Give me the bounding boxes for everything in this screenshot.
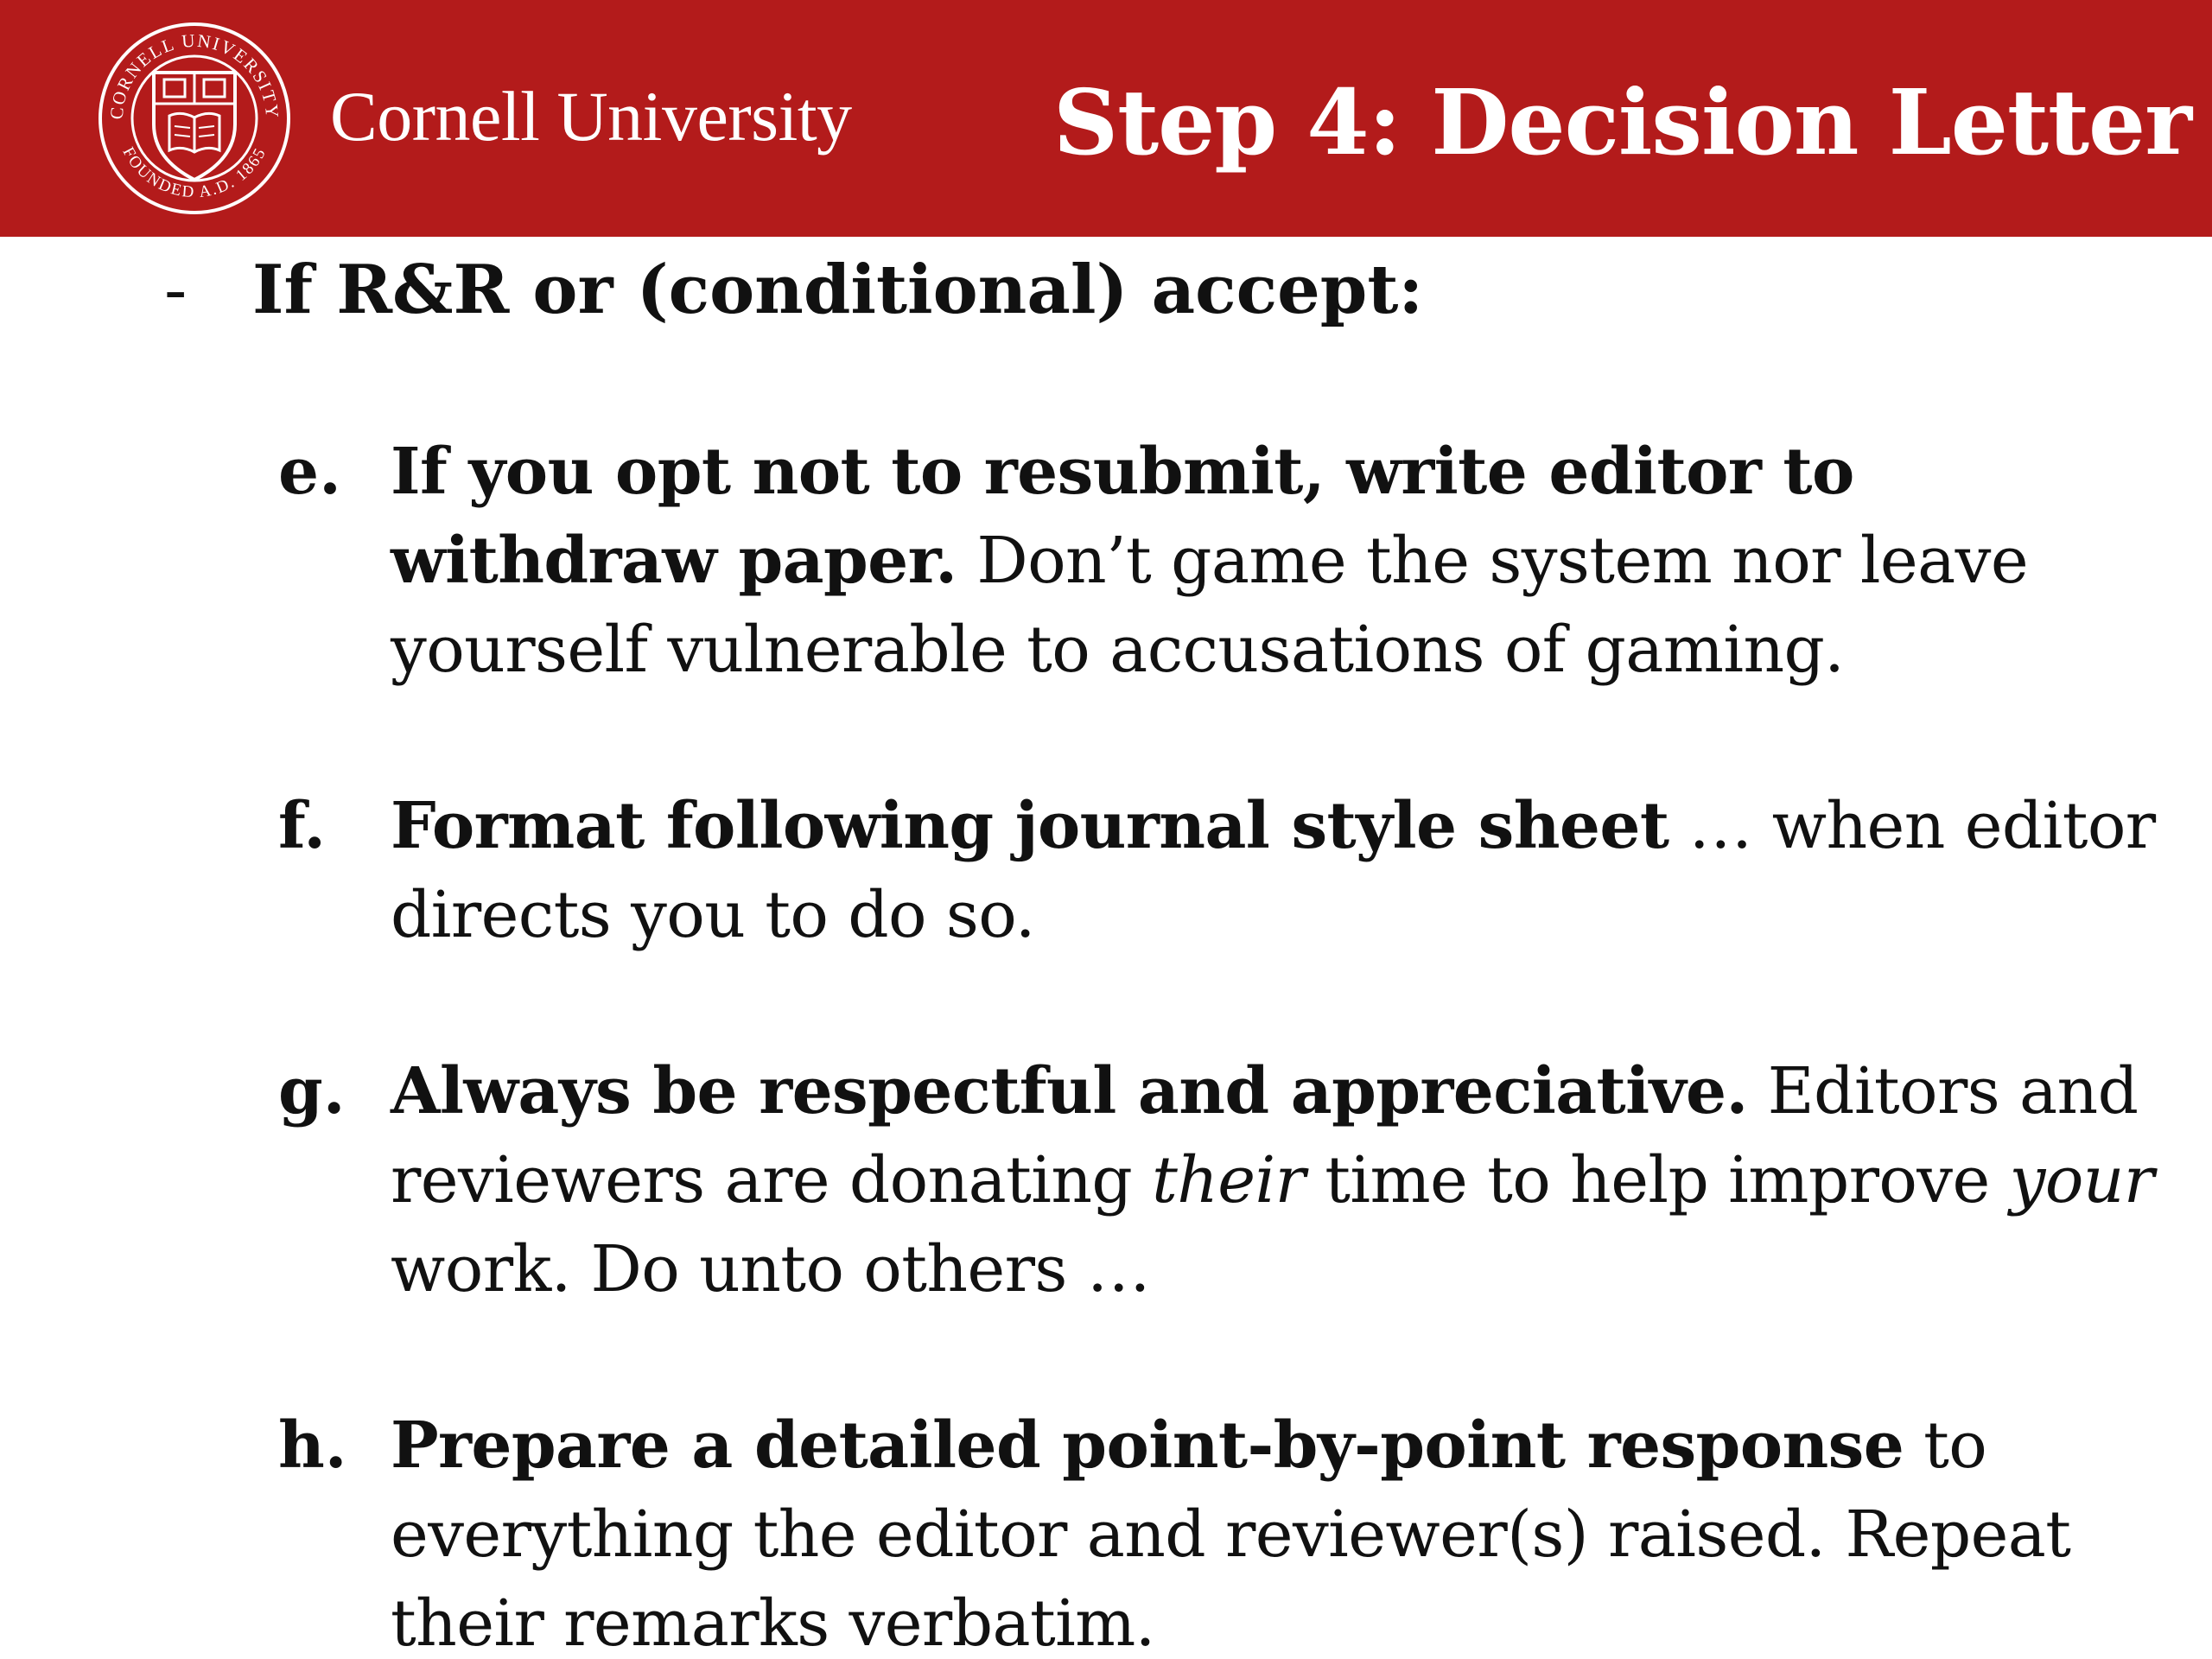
list-item-h [278,1402,2188,1659]
item-letter: h. [278,1408,347,1483]
item-bold-text: Format following journal style sheet [391,789,1669,863]
item-letter: g. [278,1054,346,1128]
seal-icon [97,21,292,216]
slide-title: Step 4: Decision Letter [1053,69,2191,175]
university-name: Cornell University [330,77,852,156]
item-text [391,1047,2188,1314]
bullet-dash: - [164,251,188,329]
item-letter: f. [278,789,326,863]
item-italic-text: their [1152,1143,1306,1217]
item-italic-text: your [2009,1143,2154,1217]
svg-text:CORNELL UNIVERSITY: CORNELL UNIVERSITY [105,29,283,121]
item-plain-text: work. Do unto others … [391,1232,1151,1306]
cornell-seal-logo [97,21,292,216]
slide-header [0,0,2212,237]
item-plain-text: … when editor directs you to do so. [391,789,2156,952]
item-bold-text: Always be respectful and appreciative. [391,1054,1748,1128]
item-text [391,782,2188,960]
item-bold-text: Prepare a detailed point-by-point response [391,1408,1904,1483]
item-plain-text: Don’t game the system nor leave yourself vulnerable to accusations of gaming. [391,524,2029,687]
item-plain-text: Editors and reviewers are donating [391,1054,2139,1217]
item-letter: e. [278,435,341,509]
list-item-f [278,782,2188,960]
item-plain-text: time to help improve [1305,1143,2010,1217]
list-item-g [278,1047,2188,1314]
item-bold-text: If you opt not to resubmit, write editor to withdraw paper. [391,435,1854,598]
intro-text: If R&R or (conditional) accept: [252,251,1424,329]
list-item-e [278,428,2188,695]
svg-text:FOUNDED A.D. 1865: FOUNDED A.D. 1865 [118,143,270,202]
item-text [391,1402,2188,1659]
item-text [391,428,2188,695]
intro-bullet [164,251,1423,329]
item-plain-text: to everything the editor and reviewer(s) raised. Repeat their remarks verbatim. [391,1408,2071,1659]
